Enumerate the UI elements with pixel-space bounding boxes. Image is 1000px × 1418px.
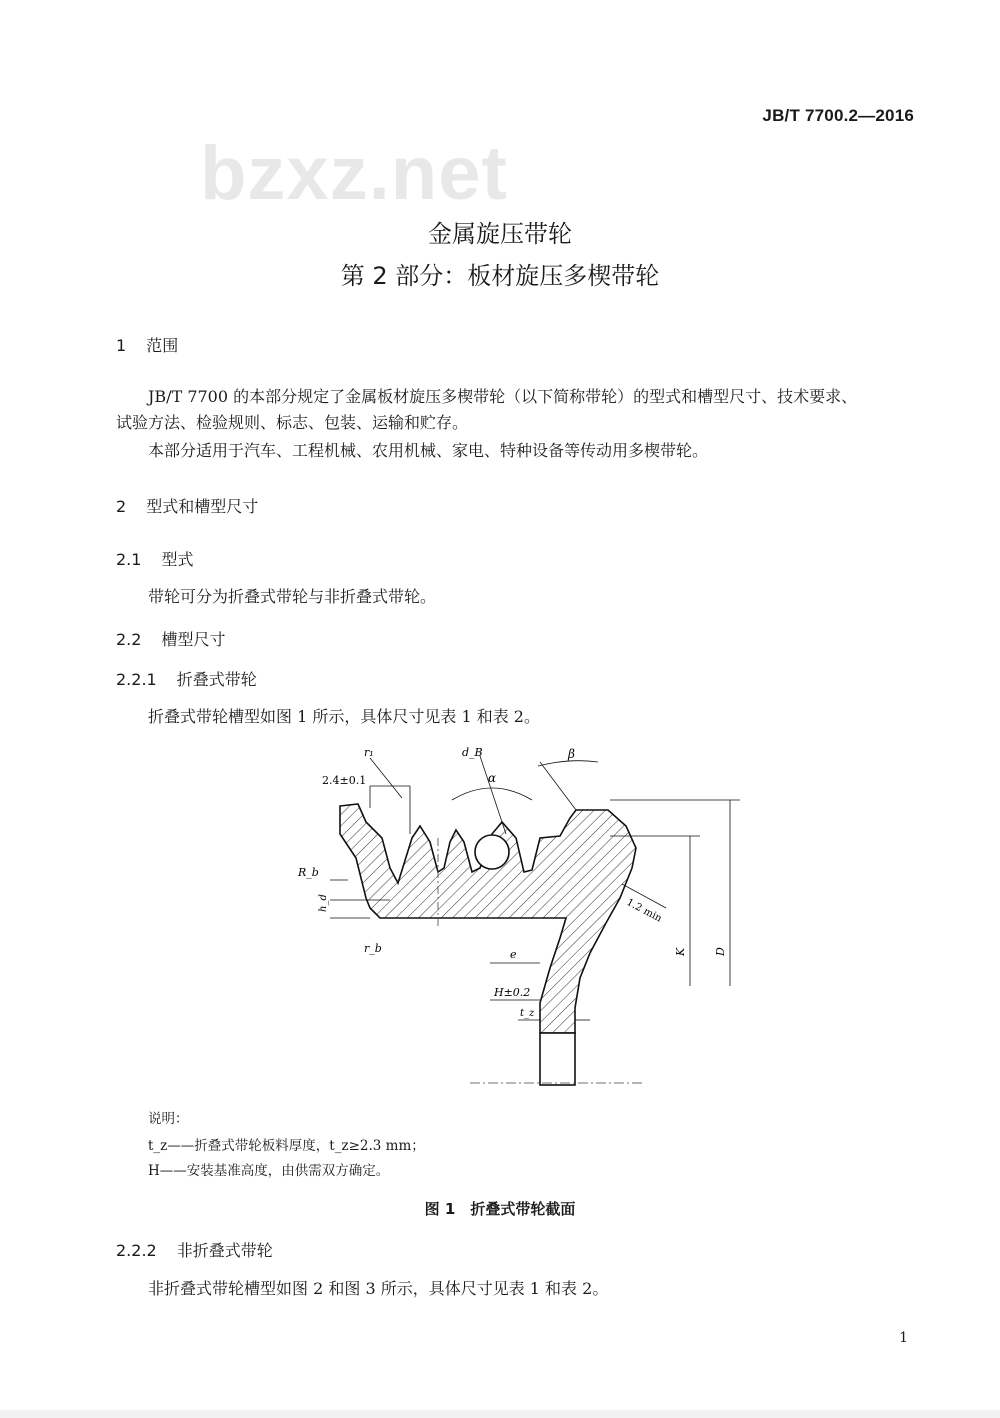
section-1-para2: 本部分适用于汽车、工程机械、农用机械、家电、特种设备等传动用多楔带轮。 [148, 441, 709, 460]
legend-title: 说明： [148, 1111, 189, 1127]
page-number: 1 [899, 1330, 908, 1346]
watermark: bzxz.net [200, 131, 508, 216]
label-alpha: α [488, 771, 497, 785]
figure-1-caption: 图 1 折叠式带轮截面 [424, 1200, 576, 1218]
page-subtitle: 第 2 部分：板材旋压多楔带轮 [340, 262, 660, 290]
page-bottom-edge [0, 1410, 1000, 1418]
label-H: H±0.2 [494, 986, 531, 999]
legend-tz: t_z——折叠式带轮板料厚度，t_z≥2.3 mm； [148, 1138, 425, 1154]
section-2-2-2-heading: 2.2.2 非折叠式带轮 [116, 1241, 273, 1260]
label-K: K [674, 947, 687, 956]
section-2-heading: 2 型式和槽型尺寸 [116, 497, 259, 516]
label-hd: h_d [318, 894, 329, 912]
label-r1: r₁ [364, 746, 374, 759]
section-1-para1: JB/T 7700 的本部分规定了金属板材旋压多楔带轮（以下简称带轮）的型式和槽型尺寸、技术要求、 [148, 387, 858, 406]
label-dB: d_B [462, 746, 483, 759]
section-1-para1-cont: 试验方法、检验规则、标志、包装、运输和贮存。 [116, 413, 469, 432]
section-2-2-2-para: 非折叠式带轮槽型如图 2 和图 3 所示，具体尺寸见表 1 和表 2。 [148, 1279, 609, 1298]
section-2-2-1-para: 折叠式带轮槽型如图 1 所示，具体尺寸见表 1 和表 2。 [148, 707, 540, 726]
label-D: D [714, 947, 727, 956]
page-title: 金属旋压带轮 [428, 220, 572, 248]
label-Rb: R_b [298, 866, 319, 879]
label-tz: t_z [520, 1008, 535, 1019]
label-tolerance: 2.4±0.1 [322, 774, 367, 787]
label-rb: r_b [364, 942, 382, 955]
shaft-section [540, 1033, 575, 1085]
section-2-2-1-heading: 2.2.1 折叠式带轮 [116, 670, 257, 689]
legend-H: H——安装基准高度，由供需双方确定。 [148, 1163, 390, 1179]
section-2-1-heading: 2.1 型式 [116, 550, 194, 569]
label-min: 1.2 min [624, 896, 664, 925]
label-beta: β [568, 747, 575, 761]
section-2-1-para: 带轮可分为折叠式带轮与非折叠式带轮。 [148, 587, 437, 606]
standard-number: JB/T 7700.2—2016 [762, 106, 914, 125]
figure-1-drawing [270, 738, 727, 1093]
label-e: e [510, 948, 517, 961]
section-1-heading: 1 范围 [116, 336, 179, 355]
section-2-2-heading: 2.2 槽型尺寸 [116, 630, 226, 649]
gauge-ball [475, 835, 509, 869]
